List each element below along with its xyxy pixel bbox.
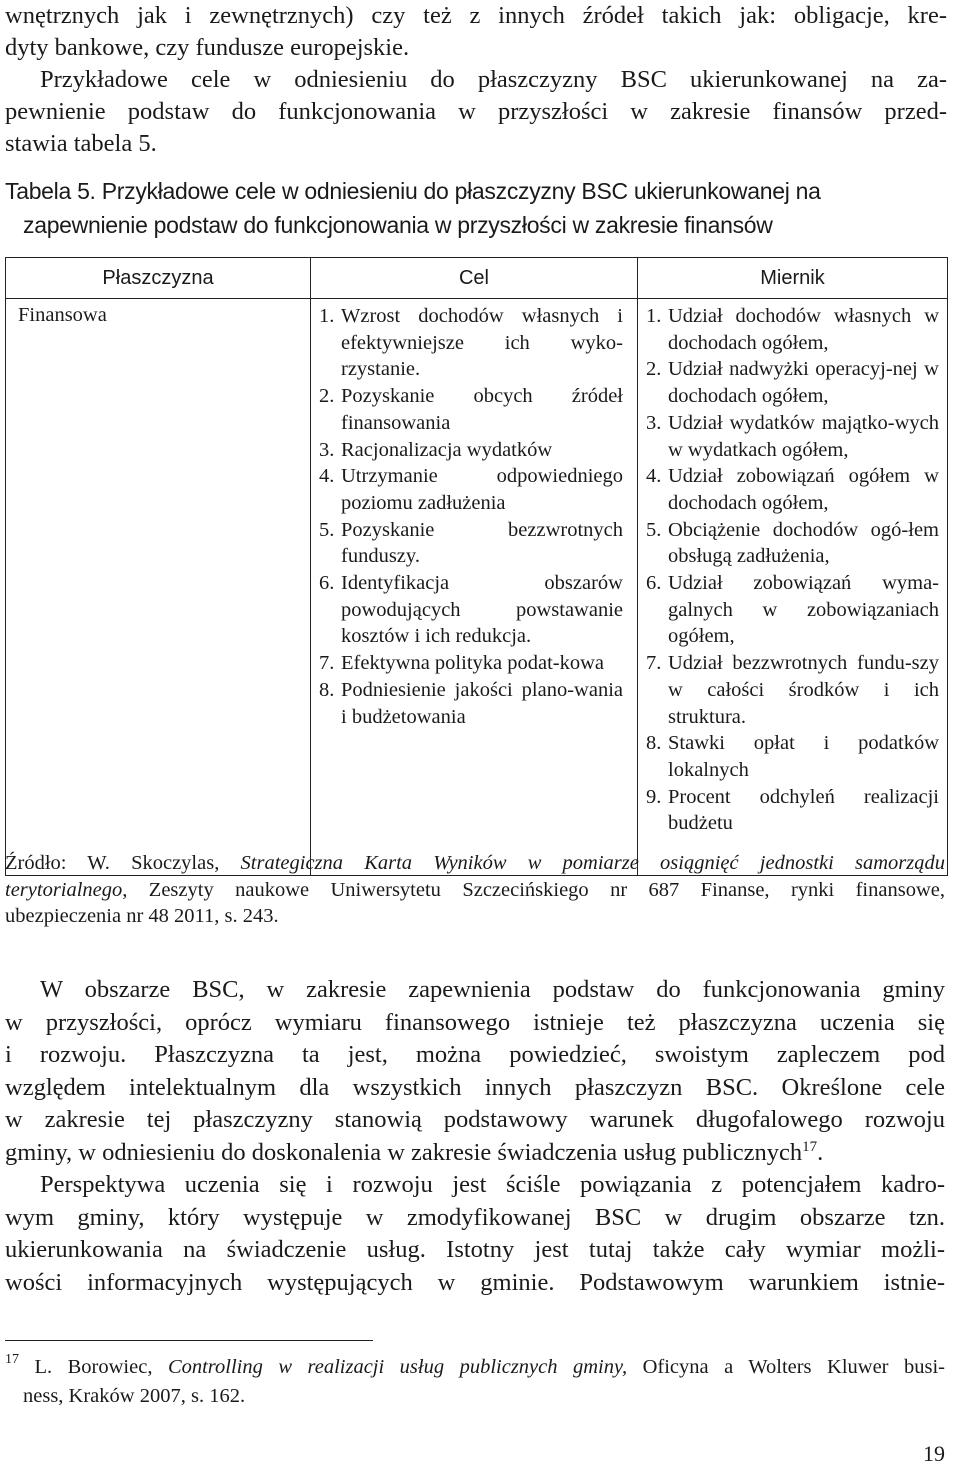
source-title: Strategiczna Karta Wyników w pomiarze osiągnięć jednostki samorządu — [240, 852, 945, 874]
list-item-number: 7. — [646, 652, 662, 675]
plaszczyzna-cell: Finansowa — [6, 299, 311, 876]
objectives-table — [5, 257, 948, 876]
list-item — [638, 356, 939, 409]
caption-line: Tabela 5. Przykładowe cele w odniesieniu do płaszczyzny BSC ukierunkowanej na — [5, 178, 821, 204]
list-item-number: 5. — [319, 518, 335, 541]
source-title-cont: terytorialnego, — [5, 878, 128, 901]
text-line: Przykładowe cele w odniesieniu do płaszczyzny BSC ukierunkowanej na za- — [40, 66, 947, 93]
list-item-number: 8. — [319, 678, 335, 701]
list-item-text: Racjonalizacja wydatków — [341, 438, 553, 461]
caption-line: zapewnienie podstaw do funkcjonowania w przyszłości w zakresie finansów — [23, 212, 773, 238]
footnote-divider — [5, 1340, 373, 1341]
source-line — [5, 877, 945, 904]
list-item-number: 7. — [319, 652, 335, 675]
list-item-number: 1. — [646, 305, 662, 327]
list-item — [638, 784, 939, 837]
list-item-number: 6. — [646, 572, 662, 595]
list-item-text: Efektywna polityka podat-kowa — [341, 652, 605, 675]
text-span: gminy, w odniesieniu do doskonalenia w zakresie świadczenia usług publicznych — [5, 1138, 803, 1166]
source-line — [5, 850, 945, 877]
text-line: stawia tabela 5. — [5, 130, 157, 157]
list-item-text: Pozyskanie bezzwrotnych funduszy. — [341, 518, 623, 568]
list-item-text: Podniesienie jakości plano-wania i budżetowania — [341, 678, 623, 728]
text-line: Perspektywa uczenia się i rozwoju jest ściśle powiązania z potencjałem kadro- — [40, 1171, 945, 1198]
miernik-list — [638, 303, 947, 837]
list-item — [311, 437, 623, 464]
footnote — [5, 1353, 945, 1411]
list-item — [638, 570, 939, 650]
list-item-text: Udział bezzwrotnych fundu-szy w całości środków i ich struktura. — [668, 652, 939, 728]
list-item-text: Udział zobowiązań ogółem w dochodach ogółem, — [668, 465, 939, 514]
list-item — [311, 303, 623, 383]
source-rest: Zeszyty naukowe Uniwersytetu Szczecińskiego nr 687 Finanse, rynki finansowe, — [127, 878, 945, 901]
text-line: względem intelektualnym dla wszystkich innych płaszczyzn BSC. Określone cele — [5, 1073, 945, 1101]
list-item — [638, 517, 939, 570]
header-miernik: Miernik — [638, 258, 948, 299]
list-item — [638, 730, 939, 783]
list-item-text: Udział nadwyżki operacyj-nej w dochodach ogółem, — [668, 358, 939, 408]
list-item — [311, 517, 623, 570]
list-item-number: 6. — [319, 572, 335, 595]
list-item-text: Obciążenie dochodów ogó-łem obsługą zadłużenia, — [668, 518, 939, 568]
text-line: i rozwoju. Płaszczyzna ta jest, można powiedzieć, swoistym zapleczem pod — [5, 1041, 945, 1068]
list-item-number: 8. — [646, 732, 662, 755]
text-line: w zakresie tej płaszczyzny stanowią podstawowy warunek długofalowego rozwoju — [5, 1106, 945, 1133]
text-line: wości informacyjnych występujących w gminie. Podstawowym warunkiem istnie- — [5, 1268, 945, 1296]
list-item-text: Utrzymanie odpowiedniego poziomu zadłużenia — [341, 465, 623, 514]
list-item-number: 3. — [646, 411, 662, 434]
text-line: W obszarze BSC, w zakresie zapewnienia podstaw do funkcjonowania gminy — [40, 976, 945, 1003]
footnote-line: ness, Kraków 2007, s. 162. — [23, 1385, 246, 1407]
list-item-number: 5. — [646, 518, 662, 541]
footnote-title: Controlling w realizacji usług publicznych gminy, — [167, 1356, 628, 1378]
list-item-text: Udział zobowiązań wyma-galnych w zobowiązaniach ogółem, — [668, 572, 939, 648]
table-row — [6, 299, 948, 876]
text-span: . — [817, 1138, 824, 1166]
list-item-number: 9. — [646, 785, 662, 808]
table-header-row — [6, 258, 948, 299]
list-item — [638, 410, 939, 463]
list-item-number: 4. — [319, 465, 335, 488]
header-cel: Cel — [311, 258, 638, 299]
list-item — [638, 650, 939, 730]
list-item — [638, 303, 939, 356]
source-line: ubezpieczenia nr 48 2011, s. 243. — [5, 905, 279, 927]
list-item — [311, 650, 623, 677]
footnote-ref[interactable]: 17 — [802, 1138, 818, 1155]
cel-list — [311, 303, 637, 730]
footnote-line — [5, 1353, 945, 1382]
list-item — [311, 383, 623, 436]
body-text — [5, 974, 945, 1299]
list-item-text: Udział wydatków majątko-wych w wydatkach ogółem, — [668, 411, 939, 461]
list-item-text: Identyfikacja obszarów powodujących powstawanie kosztów i ich redukcja. — [341, 572, 623, 648]
intro-paragraph — [5, 0, 947, 160]
list-item — [311, 570, 623, 650]
text-line: wnętrznych jak i zewnętrznych) czy też z innych źródeł takich jak: obligacje, kre- — [5, 2, 947, 29]
footnote-number: 17 — [5, 1352, 19, 1367]
text-line: dyty bankowe, czy fundusze europejskie. — [5, 34, 410, 61]
list-item — [638, 463, 939, 516]
text-line: w przyszłości, oprócz wymiaru finansowego istnieje też płaszczyzna uczenia się — [5, 1008, 945, 1036]
list-item-text: Udział dochodów własnych w dochodach ogółem, — [668, 305, 939, 354]
text-line: pewnienie podstaw do funkcjonowania w przyszłości w zakresie finansów przed- — [5, 98, 947, 125]
page-number: 19 — [923, 1441, 945, 1466]
header-plaszczyzna: Płaszczyzna — [6, 258, 311, 299]
footnote-rest: Oficyna a Wolters Kluwer busi- — [627, 1356, 945, 1378]
list-item — [311, 463, 623, 516]
list-item-number: 1. — [319, 305, 335, 327]
text-line: wym gminy, który występuje w zmodyfikowanej BSC w drugim obszarze tzn. — [5, 1203, 945, 1231]
list-item-number: 4. — [646, 465, 662, 488]
list-item-text: Pozyskanie obcych źródeł finansowania — [341, 385, 623, 434]
cel-cell — [311, 299, 638, 876]
list-item-number: 2. — [646, 358, 662, 381]
table-source — [5, 850, 945, 930]
list-item — [311, 677, 623, 730]
table-caption — [5, 174, 947, 242]
list-item-number: 3. — [319, 438, 335, 461]
miernik-cell — [638, 299, 948, 876]
text-line: ukierunkowania na świadczenie usług. Istotny jest tutaj także cały wymiar możli- — [5, 1236, 945, 1263]
source-prefix: Źródło: W. Skoczylas, — [5, 852, 241, 874]
footnote-prefix: L. Borowiec, — [19, 1356, 168, 1378]
list-item-text: Stawki opłat i podatków lokalnych — [668, 732, 939, 781]
list-item-text: Procent odchyleń realizacji budżetu — [668, 785, 939, 835]
list-item-number: 2. — [319, 385, 335, 408]
text-line — [5, 1137, 945, 1170]
list-item-text: Wzrost dochodów własnych i efektywniejsze ich wyko-rzystanie. — [341, 305, 623, 381]
